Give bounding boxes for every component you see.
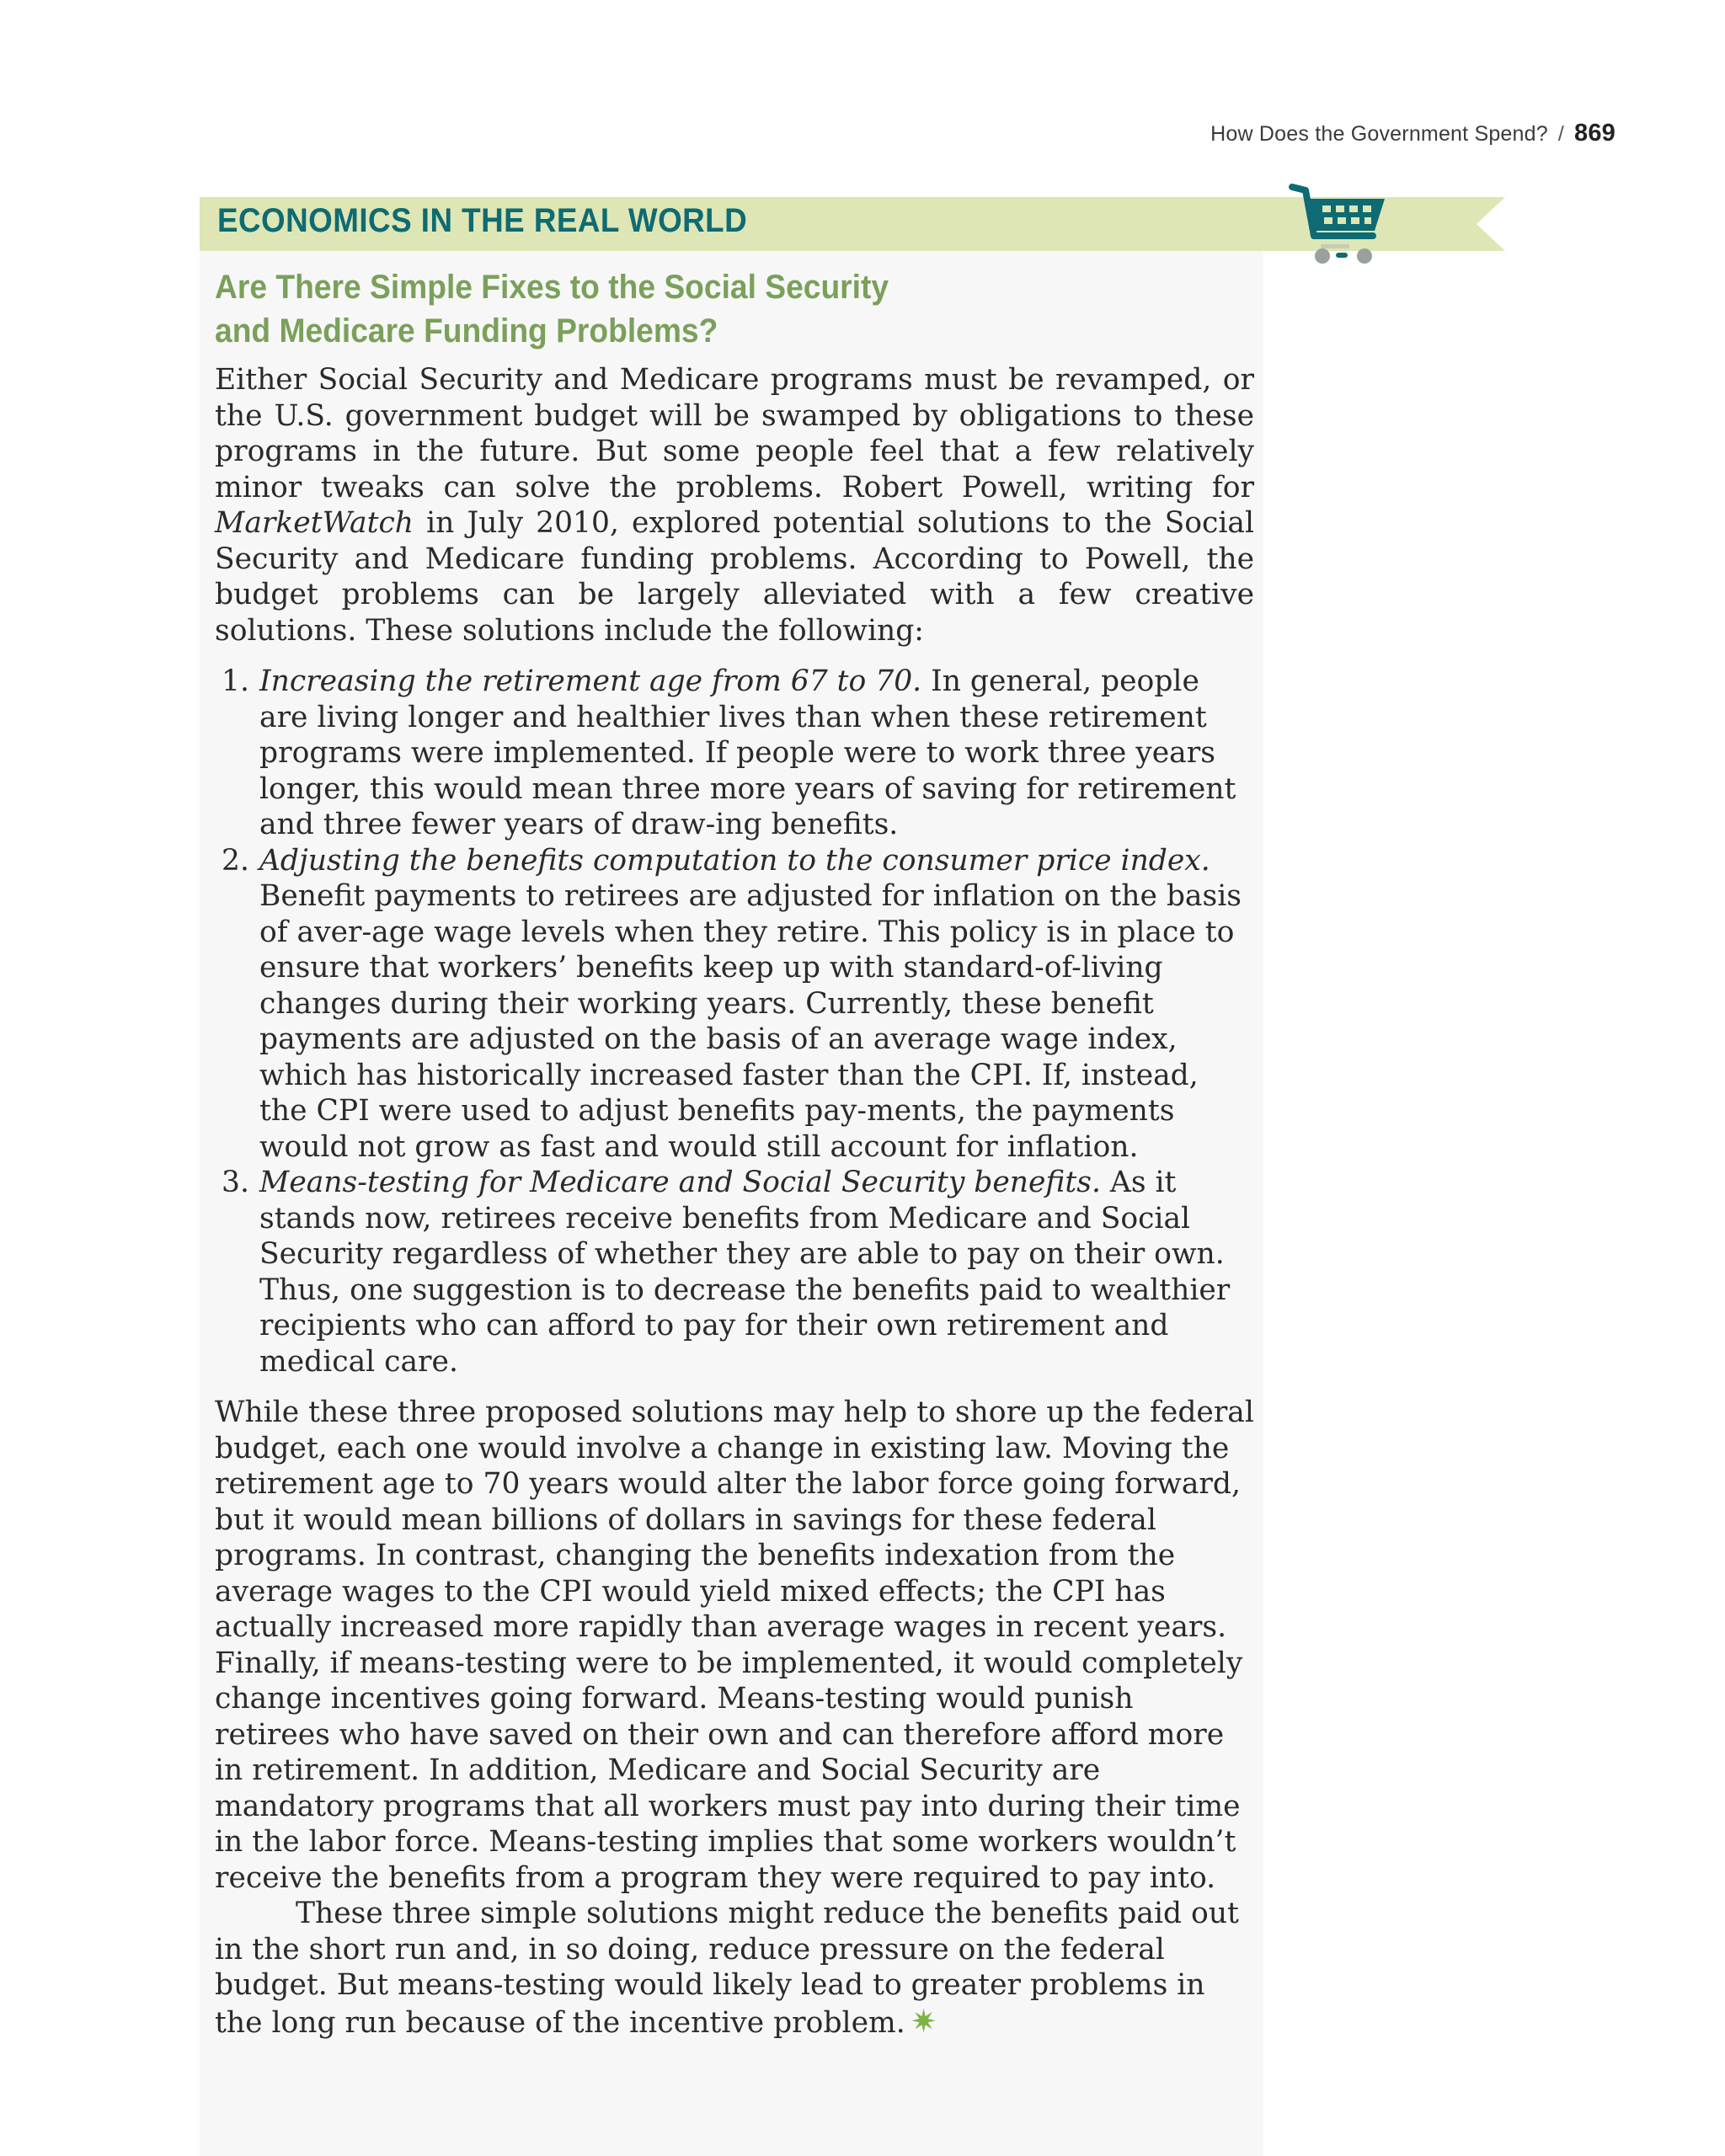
list-item-text: In general, people are living longer and healthier lives than when these retirement programs were implemented. If people were to work three years longer, this would mean three more years of saving for retirement and three fewer years of draw-ing benefits. [259,664,1236,841]
list-item-number: 2. [222,843,249,878]
conclusion-text: These three simple solutions might reduce the benefits paid out in the short run and, in so doing, reduce pressure on the federal budget. But means-testing would likely lead to greater problems in the long run because of the incentive problem. [215,1897,1239,2040]
article-body [215,362,1254,2041]
intro-text-continued: in July 2010, explored potential solutions to the Social Security and Medicare funding problems. According to Powell, the budget problems can be largely alleviated with a few creative solutions. These solutions include the following: [215,506,1254,648]
list-item [215,843,1254,1166]
page-number: 869 [1574,120,1616,147]
article-title-line-1: Are There Simple Fixes to the Social Security [215,269,889,306]
source-publication: MarketWatch [215,506,414,540]
list-item-lead: Increasing the retirement age from 67 to 70. [259,664,922,698]
list-item-lead: Means-testing for Medicare and Social Security benefits. [259,1166,1101,1199]
end-of-feature-icon: ✷ [910,2002,937,2040]
running-head [1210,120,1616,147]
shopping-cart-icon [1287,180,1388,268]
list-item-text: As it stands now, retirees receive benefits from Medicare and Social Security regardless of whether they are able to pay on their own. Thus, one suggestion is to decrease the benefits paid to wealthier recipients who can afford to pay for their own retirement and medical care. [259,1166,1231,1379]
article-title [215,265,889,353]
intro-text: Either Social Security and Medicare programs must be revamped, or the U.S. government budget will be swamped by obligations to these programs in the future. But some people feel that a few relatively minor tweaks can solve the problems. Robert Powell, writing for [215,363,1254,504]
list-item-lead: Adjusting the benefits computation to the consumer price index. [259,843,1210,878]
solutions-list [215,664,1254,1380]
list-item [215,1165,1254,1380]
list-item-text: Benefit payments to retirees are adjusted for inflation on the basis of aver-age wage levels when they retire. This policy is in place to ensure that workers’ benefits keep up with standard-of-living changes during their working years. Currently, these benefit payments are adjusted on the basis of an average wage index, which has historically increased faster than the CPI. If, instead, the CPI were used to adjust benefits pay-ments, the payments would not grow as fast and would still account for inflation. [259,879,1242,1164]
list-item [215,664,1254,843]
running-head-title: How Does the Government Spend? [1210,122,1548,146]
article-title-line-2: and Medicare Funding Problems? [215,312,718,350]
intro-paragraph [215,362,1254,648]
list-item-number: 1. [222,664,249,698]
list-item-number: 3. [222,1166,249,1199]
feature-banner-label: ECONOMICS IN THE REAL WORLD [217,202,748,239]
conclusion-paragraph [215,1896,1254,2041]
running-head-separator: / [1557,122,1564,146]
analysis-paragraph: While these three proposed solutions may help to shore up the federal budget, each one would involve a change in existing law. Moving the retirement age to 70 years would alter the labor force going forward, but it would mean billions of dollars in savings for these federal programs. In contrast, changing the benefits indexation from the average wages to the CPI would yield mixed effects; the CPI has actually increased more rapidly than average wages in recent years. Finally, if means-testing were to be implemented, it would completely change incentives going forward. Means-testing would punish retirees who have saved on their own and can therefore afford more in retirement. In addition, Medicare and Social Security are mandatory programs that all workers must pay into during their time in the labor force. Means-testing implies that some workers wouldn’t receive the benefits from a program they were required to pay into. [215,1396,1254,1895]
